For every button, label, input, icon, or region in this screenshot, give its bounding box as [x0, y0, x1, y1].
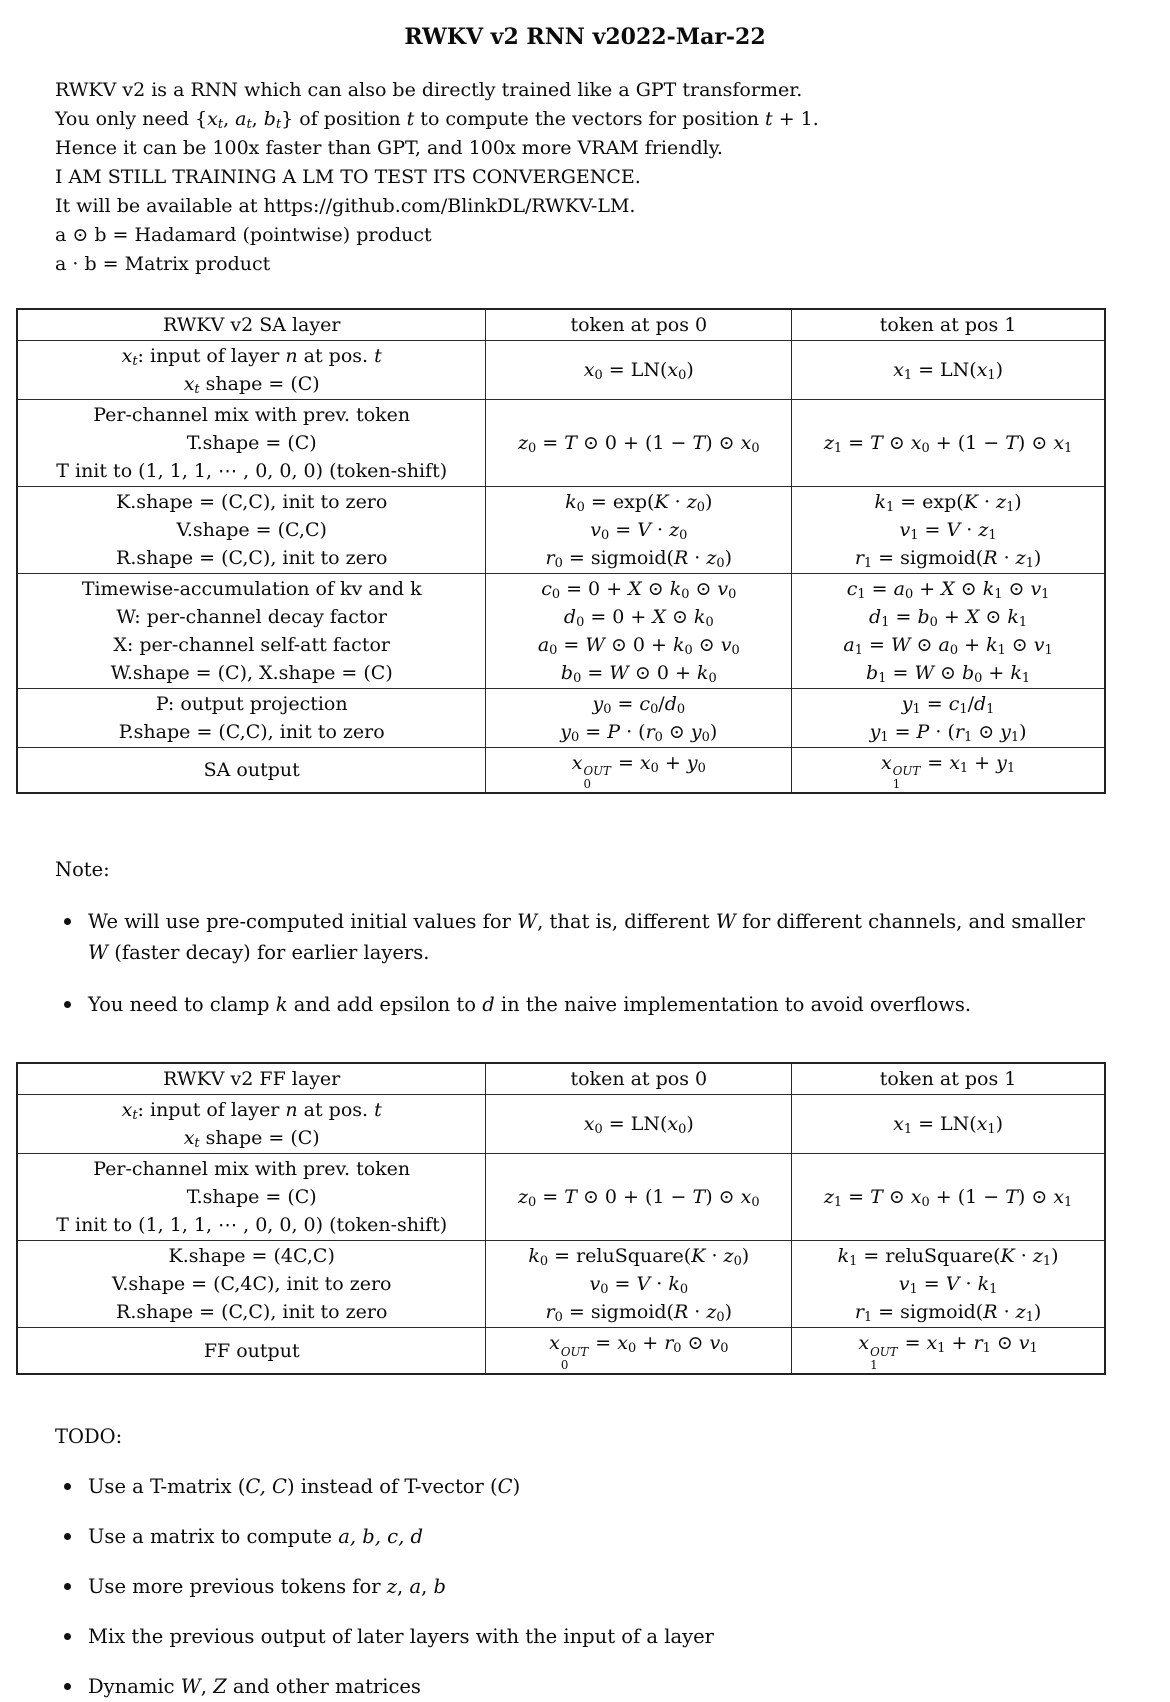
bullet-dot-icon — [64, 918, 71, 925]
ff-table-title-cell: RWKV v2 FF layer — [17, 1063, 486, 1095]
todo-list — [0, 1471, 1170, 1702]
todo-bullet-text: Use a matrix to compute a, b, c, d — [88, 1524, 423, 1548]
intro-line-2: You only need {$x_t$, $a_t$, $b_t$} of position t to compute the vectors for position t + 1. — [55, 108, 819, 133]
ff-table-header-row — [17, 1063, 1105, 1095]
bullet-dot-icon — [64, 1633, 71, 1640]
row-label-cell: Per-channel mix with prev. token T.shape = (C) T init to (1, 1, 1, ⋯ , 0, 0, 0) (token-shift) — [17, 1154, 486, 1241]
pos0-cell: $z_0 = T$ ⊙ 0 + (1 − T) ⊙ $x_0$ — [486, 400, 792, 487]
table-row-sa-output — [17, 748, 1105, 794]
page-title: RWKV v2 RNN v2022-Mar-22 — [404, 24, 766, 50]
todo-heading: TODO: — [55, 1424, 123, 1448]
table-row-ff-output — [17, 1328, 1105, 1374]
table-row-input — [17, 1095, 1105, 1154]
table-row-input — [17, 341, 1105, 400]
pos0-cell: $z_0 = T$ ⊙ 0 + (1 − T) ⊙ $x_0$ — [486, 1154, 792, 1241]
intro-line-hadamard: a ⊙ b = Hadamard (pointwise) product — [55, 224, 432, 246]
pos0-cell: x OUT 0 = $x_0 + r_0$ ⊙ $v_0$ — [486, 1328, 792, 1374]
intro-line-matrix: a · b = Matrix product — [55, 253, 271, 275]
row-label-cell: K.shape = (C,C), init to zero V.shape = (C,C) R.shape = (C,C), init to zero — [17, 487, 486, 574]
bullet-dot-icon — [64, 1683, 71, 1690]
row-label-cell: $x_t$: input of layer n at pos. t $x_t$ shape = (C) — [17, 1095, 486, 1154]
ff-layer-table — [16, 1062, 1106, 1374]
pos1-cell: $x_1 = LN(x_1)$ — [792, 1095, 1105, 1154]
todo-bullet-1 — [55, 1471, 1108, 1502]
pos1-cell: $x_1 = LN(x_1)$ — [792, 341, 1105, 400]
row-label-cell: FF output — [17, 1328, 486, 1374]
intro-paragraph — [55, 76, 1170, 279]
table-row-kvr — [17, 1241, 1105, 1328]
note-bullet-1 — [55, 906, 1108, 968]
pos0-cell: $y_0 = c_0/d_0$ $y_0 = P \cdot (r_0$ ⊙ $y_0$) — [486, 689, 792, 748]
intro-line-1: RWKV v2 is a RNN which can also be directly trained like a GPT transformer. — [55, 79, 803, 101]
note-bullet-text: You need to clamp k and add epsilon to d in the naive implementation to avoid overflows. — [88, 993, 972, 1017]
pos0-cell: $c_0 = 0 + X$ ⊙ $k_0$ ⊙ $v_0$ $d_0 = 0 + X$ ⊙ $k_0$ $a_0 = W$ ⊙ $0 + k_0$ ⊙ $v_0$ $b_0 = W$ ⊙ $0 + k_0$ — [486, 574, 792, 689]
note-bullet-2 — [55, 989, 1108, 1020]
row-label-cell: K.shape = (4C,C) V.shape = (C,4C), init to zero R.shape = (C,C), init to zero — [17, 1241, 486, 1328]
note-list — [0, 906, 1170, 1020]
todo-bullet-text: Use more previous tokens for z, a, b — [88, 1574, 446, 1598]
table-row-projection — [17, 689, 1105, 748]
row-label-cell: Per-channel mix with prev. token T.shape = (C) T init to (1, 1, 1, ⋯ , 0, 0, 0) (token-shift) — [17, 400, 486, 487]
pos0-cell: x OUT 0 = $x_0 + y_0$ — [486, 748, 792, 794]
intro-line-3: Hence it can be 100x faster than GPT, and 100x more VRAM friendly. — [55, 137, 723, 159]
ff-header-pos0: token at pos 0 — [486, 1063, 792, 1095]
row-label-cell: Timewise-accumulation of kv and k W: per-channel decay factor X: per-channel self-att factor W.shape = (C), X.shape = (C) — [17, 574, 486, 689]
row-label-cell: P: output projection P.shape = (C,C), init to zero — [17, 689, 486, 748]
pos0-cell: $x_0 = LN(x_0)$ — [486, 1095, 792, 1154]
table-row-token-mix — [17, 1154, 1105, 1241]
todo-bullet-text: Dynamic W, Z and other matrices — [88, 1674, 421, 1698]
table-row-timewise — [17, 574, 1105, 689]
pos0-cell: $k_0 = \exp(K \cdot z_0)$ $v_0 = V \cdot z_0$ $r_0$ = sigmoid(R · $z_0$) — [486, 487, 792, 574]
pos1-cell: $y_1 = c_1/d_1$ $y_1 = P \cdot (r_1$ ⊙ $y_1$) — [792, 689, 1105, 748]
bullet-dot-icon — [64, 1001, 71, 1008]
sa-layer-table — [16, 308, 1106, 794]
bullet-dot-icon — [64, 1583, 71, 1590]
intro-line-4: I AM STILL TRAINING A LM TO TEST ITS CONVERGENCE. — [55, 166, 641, 188]
todo-bullet-3 — [55, 1571, 1108, 1602]
sa-table-title-cell: RWKV v2 SA layer — [17, 309, 486, 341]
todo-bullet-text: Use a T-matrix (C, C) instead of T-vector (C) — [88, 1474, 521, 1498]
ff-header-pos1: token at pos 1 — [792, 1063, 1105, 1095]
table-row-token-mix — [17, 400, 1105, 487]
pos1-cell: x OUT 1 = $x_1 + r_1$ ⊙ $v_1$ — [792, 1328, 1105, 1374]
pos1-cell: $z_1 = T$ ⊙ $x_0 + (1 - T)$ ⊙ $x_1$ — [792, 1154, 1105, 1241]
pos1-cell: $k_1$ = reluSquare(K · $z_1$) $v_1 = V \cdot k_1$ $r_1$ = sigmoid(R · $z_1$) — [792, 1241, 1105, 1328]
sa-header-pos1: token at pos 1 — [792, 309, 1105, 341]
todo-bullet-2 — [55, 1521, 1108, 1552]
pos1-cell: $z_1 = T$ ⊙ $x_0 + (1 - T)$ ⊙ $x_1$ — [792, 400, 1105, 487]
intro-line-github-url: It will be available at https://github.com/BlinkDL/RWKV-LM. — [55, 195, 636, 217]
note-heading: Note: — [55, 858, 110, 882]
pos1-cell: $k_1 = \exp(K \cdot z_1)$ $v_1 = V \cdot z_1$ $r_1$ = sigmoid(R · $z_1$) — [792, 487, 1105, 574]
pos1-cell: $c_1 = a_0 + X$ ⊙ $k_1$ ⊙ $v_1$ $d_1 = b_0 + X$ ⊙ $k_1$ $a_1 = W$ ⊙ $a_0 + k_1$ ⊙ $v_1$ $b_1 = W$ ⊙ $b_0 + k_1$ — [792, 574, 1105, 689]
todo-bullet-4 — [55, 1621, 1108, 1652]
todo-bullet-text: Mix the previous output of later layers with the input of a layer — [88, 1624, 714, 1648]
row-label-cell: $x_t$: input of layer n at pos. t $x_t$ shape = (C) — [17, 341, 486, 400]
sa-header-pos0: token at pos 0 — [486, 309, 792, 341]
pos0-cell: $x_0 = LN(x_0)$ — [486, 341, 792, 400]
row-label-cell: SA output — [17, 748, 486, 794]
document-page — [0, 24, 1170, 1698]
note-bullet-text: We will use pre-computed initial values for W, that is, different W for different channels, and smaller W (faster decay) for earlier layers. — [88, 910, 1085, 965]
sa-table-header-row — [17, 309, 1105, 341]
bullet-dot-icon — [64, 1533, 71, 1540]
todo-bullet-5 — [55, 1671, 1108, 1702]
table-row-kvr — [17, 487, 1105, 574]
pos1-cell: x OUT 1 = $x_1 + y_1$ — [792, 748, 1105, 794]
pos0-cell: $k_0$ = reluSquare(K · $z_0$) $v_0 = V \cdot k_0$ $r_0$ = sigmoid(R · $z_0$) — [486, 1241, 792, 1328]
bullet-dot-icon — [64, 1483, 71, 1490]
